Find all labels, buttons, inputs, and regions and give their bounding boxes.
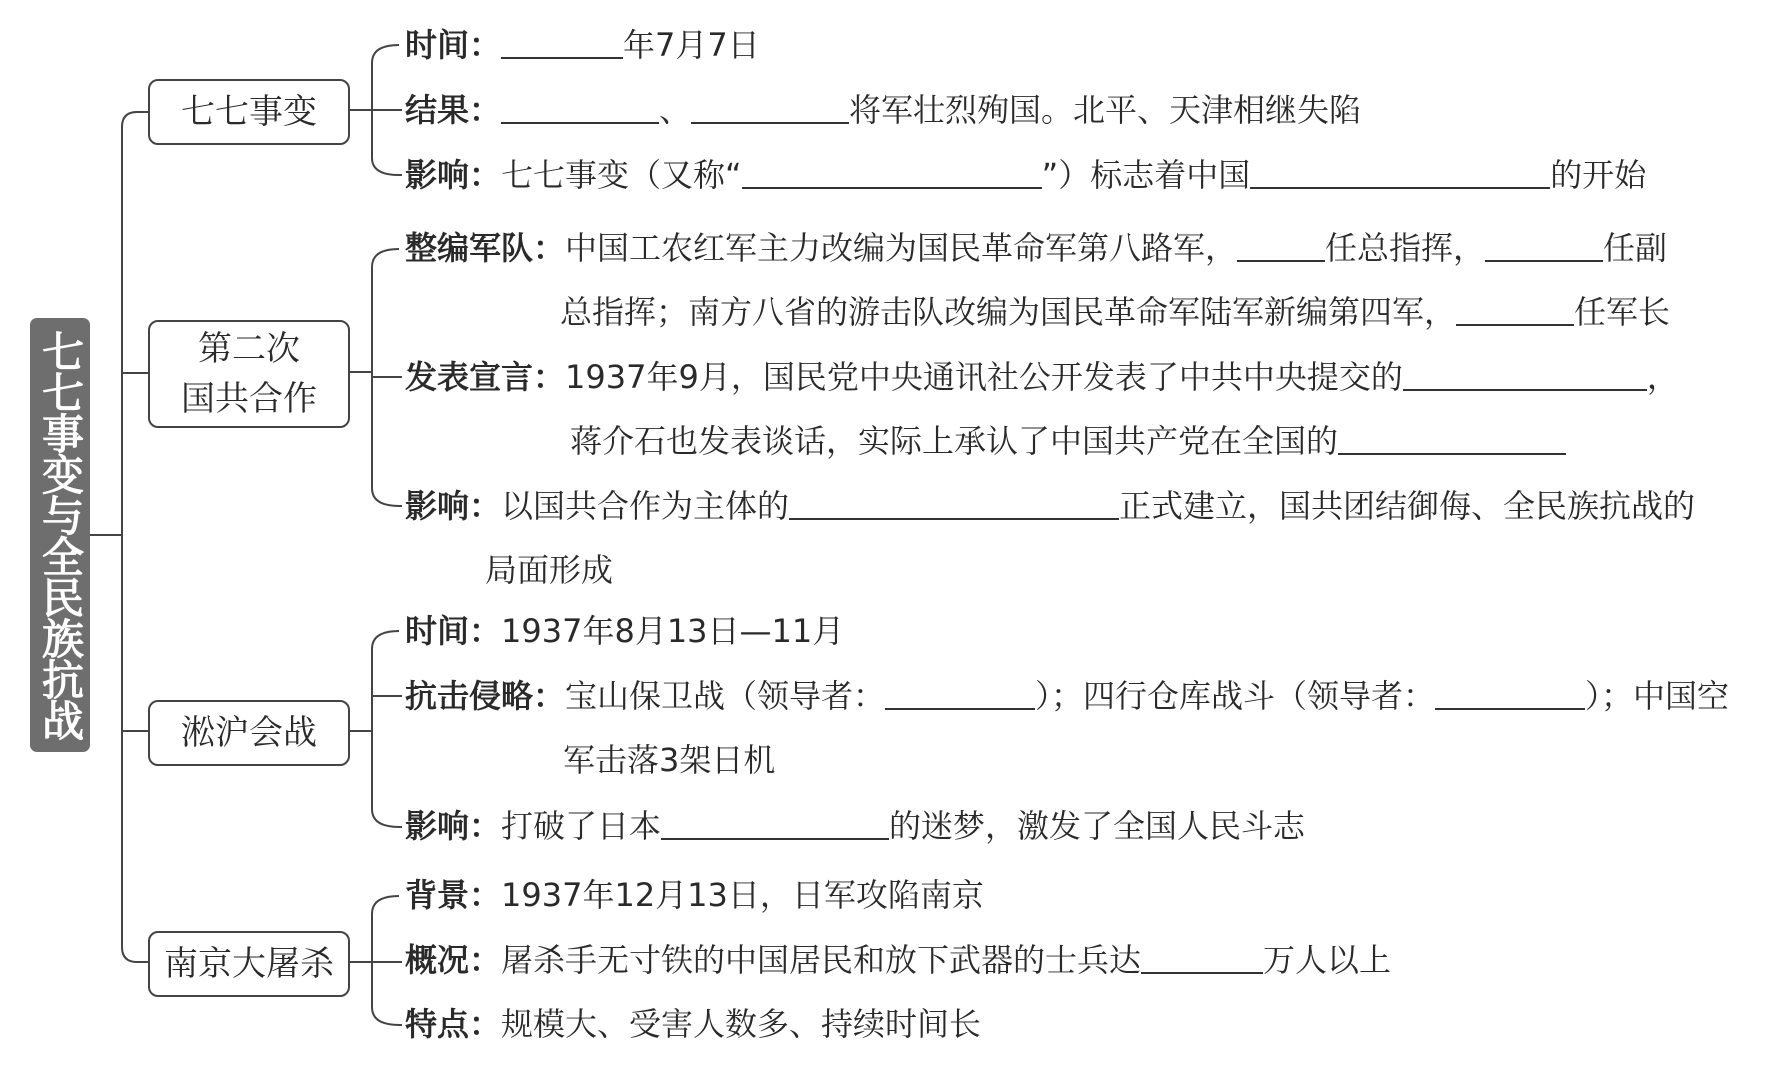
row-text: 年7月7日 (623, 26, 760, 64)
topic-label-line2: 国共合作 (181, 379, 317, 419)
topic-nanjing-massacre (148, 931, 350, 997)
row-label: 影响： (405, 156, 502, 194)
topic-label: 南京大屠杀 (164, 944, 334, 984)
row-text: 总指挥；南方八省的游击队改编为国民革命军陆军新编第四军， (560, 293, 1457, 331)
topic-label: 七七事变 (181, 92, 317, 132)
row-text: ）；中国空 (1585, 677, 1730, 715)
fill-blank[interactable] (789, 488, 1119, 520)
topic-qiqi-incident (148, 79, 350, 145)
fill-blank[interactable] (742, 157, 1042, 189)
row-text: 宝山保卫战（领导者： (565, 677, 886, 715)
fill-blank[interactable] (691, 92, 849, 124)
fill-blank[interactable] (885, 678, 1035, 710)
row-label: 概况： (405, 941, 502, 979)
row-text: 、 (659, 91, 692, 129)
row-label: 时间： (405, 26, 502, 64)
row-text: ”）标志着中国 (1041, 156, 1251, 194)
row-impact (405, 806, 1305, 846)
fill-blank[interactable] (501, 27, 623, 59)
row-text: 以国共合作为主体的 (501, 487, 790, 525)
row-time (405, 611, 844, 651)
fill-blank[interactable] (1456, 294, 1574, 326)
row-label: 背景： (405, 876, 502, 914)
fill-blank[interactable] (501, 92, 659, 124)
row-text: 军击落3架日机 (563, 741, 776, 779)
topic-songhu-battle (148, 700, 350, 766)
row-text: 的开始 (1550, 156, 1647, 194)
row-impact-cont (485, 550, 613, 590)
topic-label-line1: 第二次 (198, 329, 300, 369)
row-army-reorganization (405, 228, 1667, 268)
row-text: ， (1646, 358, 1679, 396)
row-characteristics (405, 1004, 981, 1044)
row-text: 万人以上 (1263, 941, 1392, 979)
fill-blank[interactable] (1485, 230, 1603, 262)
topic-second-kmt-cpc-cooperation (148, 320, 350, 428)
row-time (405, 25, 760, 65)
row-label: 影响： (405, 487, 502, 525)
row-text: 1937年12月13日，日军攻陷南京 (501, 876, 984, 914)
row-label: 抗击侵略： (405, 677, 566, 715)
row-declaration-cont (570, 421, 1566, 461)
row-text: 局面形成 (485, 551, 614, 589)
row-text: 任军长 (1574, 293, 1671, 331)
row-text: ）；四行仓库战斗（领导者： (1035, 677, 1436, 715)
row-text: 任副 (1603, 229, 1668, 267)
row-label: 结果： (405, 91, 502, 129)
row-label: 特点： (405, 1005, 502, 1043)
fill-blank[interactable] (1403, 359, 1647, 391)
fill-blank[interactable] (1237, 230, 1325, 262)
row-text: 的迷梦，激发了全国人民斗志 (889, 807, 1306, 845)
row-text: 蒋介石也发表谈话，实际上承认了中国共产党在全国的 (570, 422, 1339, 460)
row-resistance (405, 676, 1729, 716)
fill-blank[interactable] (1338, 423, 1566, 455)
row-label: 发表宣言： (405, 358, 566, 396)
row-declaration (405, 357, 1679, 397)
row-result (405, 90, 1361, 130)
row-text: 将军壮烈殉国。北平、天津相继失陷 (849, 91, 1362, 129)
row-overview (405, 940, 1391, 980)
row-resistance-cont (563, 740, 775, 780)
row-background (405, 875, 984, 915)
topic-label: 淞沪会战 (181, 713, 317, 753)
row-army-reorganization-cont (560, 292, 1670, 332)
row-impact (405, 486, 1695, 526)
row-label: 整编军队： (405, 229, 566, 267)
row-text: 打破了日本 (501, 807, 662, 845)
row-text: 七七事变（又称“ (501, 156, 742, 194)
fill-blank[interactable] (1141, 942, 1263, 974)
row-text: 规模大、受害人数多、持续时间长 (501, 1005, 982, 1043)
row-text: 任总指挥， (1325, 229, 1486, 267)
row-label: 影响： (405, 807, 502, 845)
row-text: 正式建立，国共团结御侮、全民族抗战的 (1119, 487, 1696, 525)
row-text: 屠杀手无寸铁的中国居民和放下武器的士兵达 (501, 941, 1142, 979)
fill-blank[interactable] (1250, 157, 1550, 189)
row-text: 1937年8月13日—11月 (501, 612, 845, 650)
fill-blank[interactable] (661, 808, 889, 840)
row-text: 1937年9月，国民党中央通讯社公开发表了中共中央提交的 (565, 358, 1403, 396)
row-impact (405, 155, 1646, 195)
row-text: 中国工农红军主力改编为国民革命军第八路军， (565, 229, 1238, 267)
fill-blank[interactable] (1435, 678, 1585, 710)
root-title: 七七事变与全民族抗战 (30, 318, 90, 752)
row-label: 时间： (405, 612, 502, 650)
